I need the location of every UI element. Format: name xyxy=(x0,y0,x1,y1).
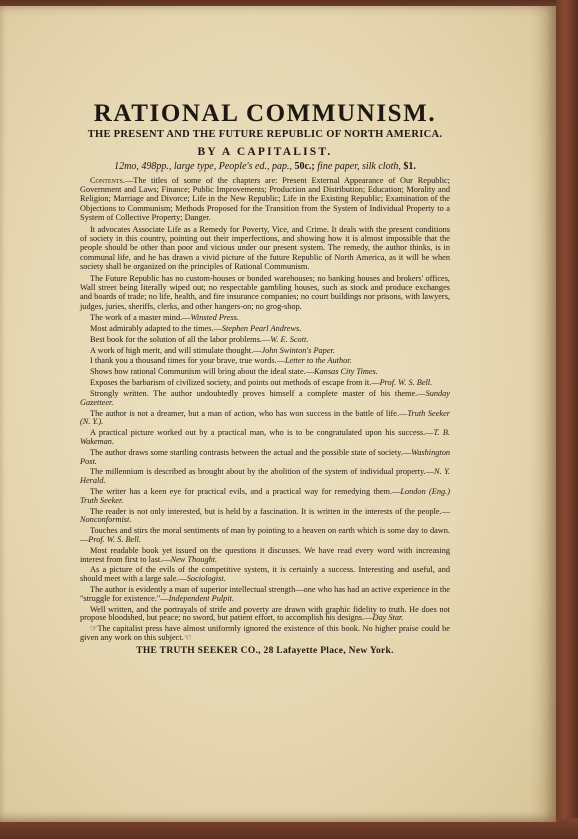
quote-source: Washington Post. xyxy=(80,447,450,466)
quote-source: W. E. Scott. xyxy=(270,334,309,344)
price-line xyxy=(80,161,450,173)
advertisement xyxy=(80,100,450,657)
press-quote xyxy=(80,508,450,525)
future-republic-paragraph: The Future Republic has no custom-houses or bonded warehouses; no banking houses and brokers' offices, Wall street being literally wiped out; no respectable gambling houses, such as stock and produce exchanges and boards of trade; no life, health, and fire insurance companies; no court buildings nor prisons, with lawyers, judges, juries, sheriffs, clerks, and other hangers-on; no grog-shop. xyxy=(80,274,450,311)
quote-source: Day Star. xyxy=(372,613,404,623)
quote-source: Nonconformist. xyxy=(80,515,132,525)
press-quote xyxy=(80,347,450,356)
quote-text: A work of high merit, and will stimulate thought.— xyxy=(90,345,262,355)
quote-text: Most admirably adapted to the times.— xyxy=(90,323,222,333)
quote-text: Most readable book yet issued on the questions it discusses. We have read every word with increasing interest from first to last.— xyxy=(80,545,450,564)
press-quote xyxy=(80,390,450,407)
format-text: 12mo, 498pp., large type, People's ed., pap., xyxy=(114,161,292,172)
contents-label: Contents. xyxy=(90,176,125,185)
quote-text: Well written, and the portrayals of strife and poverty are drawn with graphic fidelity to truth. He does not propose bloodshed, but peace; no sword, but patient effort, to accomplish his designs.— xyxy=(80,604,450,623)
quote-text: Strongly written. The author undoubtedly proves himself a complete master of his theme.— xyxy=(90,389,426,399)
quote-source: Sociologist. xyxy=(186,574,226,584)
press-quote xyxy=(80,586,450,603)
price-paper: 50c.; xyxy=(294,161,315,172)
quote-source: Independent Pulpit. xyxy=(168,593,235,603)
press-quote xyxy=(80,368,450,377)
press-quote xyxy=(80,547,450,564)
quote-source: New Thought. xyxy=(170,554,218,564)
press-quote xyxy=(80,336,450,345)
price-cloth: $1. xyxy=(403,161,416,172)
press-quotes xyxy=(80,314,450,643)
press-quote xyxy=(80,379,450,388)
press-quote xyxy=(80,468,450,485)
quote-text: Shows how rational Communism will bring about the ideal state.— xyxy=(90,367,314,377)
quote-text: Exposes the barbarism of civilized society, and points out methods of escape from it.— xyxy=(90,378,380,388)
quote-text: I thank you a thousand times for your brave, true words.— xyxy=(90,356,285,366)
quote-source: T. B. Wakeman. xyxy=(80,428,450,446)
quote-text: The work of a master mind.— xyxy=(90,312,191,322)
press-quote xyxy=(80,488,450,505)
quote-source: London (Eng.) Truth Seeker. xyxy=(80,487,451,505)
quote-source: Prof. W. S. Bell. xyxy=(379,378,433,388)
quote-source: Prof. W. S. Bell. xyxy=(88,534,141,544)
book-board-edge xyxy=(556,0,578,839)
format-fine-text: fine paper, silk cloth, xyxy=(317,161,401,172)
quote-text: The author draws some startling contrasts between the actual and the possible state of society.— xyxy=(90,447,412,457)
book-byline: BY A CAPITALIST. xyxy=(197,146,333,158)
press-quote xyxy=(80,357,450,366)
contents-text: —The titles of some of the chapters are: Present External Appearance of Our Republic; Government and Laws; Finance; Public Improvements; Production and Distribution; Education; Morality and Religion; Marriage and Divorce; Life in the New Republic; Life in the Existing Republic; Examination of the Objections to Communism; Methods Proposed for the Transition from the System of Individual Property to a System of Collective Property; Danger. xyxy=(80,176,450,222)
quote-text: The reader is not only interested, but is held by a fascination. It is written in the interests of the people.— xyxy=(90,506,450,516)
quote-source: Winsted Press. xyxy=(190,312,240,322)
quote-text: The writer has a keen eye for practical evils, and a practical way for remedying them.— xyxy=(90,487,401,497)
quote-source: Truth Seeker (N. Y.). xyxy=(80,408,450,427)
publisher-footer: THE TRUTH SEEKER CO., 28 Lafayette Place, New York. xyxy=(136,645,394,656)
press-quote xyxy=(80,429,450,446)
book-title: RATIONAL COMMUNISM. xyxy=(93,100,437,127)
press-quote xyxy=(80,449,450,466)
contents-paragraph xyxy=(80,176,450,222)
quote-text: Best book for the solution of all the labor problems.— xyxy=(90,334,271,344)
quote-text: The millennium is described as brought about by the abolition of the system of individual property.— xyxy=(90,467,434,477)
press-quote xyxy=(80,325,450,334)
press-quote xyxy=(80,527,450,544)
quote-source: John Swinton's Paper. xyxy=(261,345,335,355)
quote-source: Stephen Pearl Andrews. xyxy=(221,323,302,333)
quote-text: Touches and stirs the moral sentiments of man by pointing to a heaven on earth which is some day to dawn.— xyxy=(80,526,450,544)
press-quote xyxy=(80,314,450,323)
closing-note: ☞The capitalist press have almost uniformly ignored the existence of this book. No higher praise could be given any work on this subject.☜ xyxy=(80,624,450,642)
quote-text: As a picture of the evils of the competitive system, it is certainly a success. Interesting and useful, and should meet with a large sale.— xyxy=(80,565,450,584)
press-quote xyxy=(80,410,450,427)
description-paragraph: It advocates Associate Life as a Remedy for Poverty, Vice, and Crime. It deals with the present conditions of society in this country, pointing out their imperfections, and showing how it is almost impossible that the people should be other than poor and vicious under our present system. The remedy, the author thinks, is in communal life, and he has drawn a vivid picture of the future Republic of North America, as it will be when society shall be organized on the principles of Rational Communism. xyxy=(80,225,450,271)
quote-text: The author is evidently a man of superior intellectual strength—one who has had an active experience in the "struggle for existence."— xyxy=(80,585,450,603)
press-quote xyxy=(80,566,450,583)
quote-source: Kansas City Times. xyxy=(314,367,378,377)
page-gutter-shadow xyxy=(530,6,556,822)
quote-text: A practical picture worked out by a practical man, who is to be congratulated upon his success.— xyxy=(90,428,434,438)
book-subtitle: THE PRESENT AND THE FUTURE REPUBLIC OF NORTH AMERICA. xyxy=(87,129,443,140)
quote-source: Sunday Gazetteer. xyxy=(80,389,450,407)
quote-source: Letter to the Author. xyxy=(284,356,352,366)
quote-source: N. Y. Herald. xyxy=(80,467,450,486)
quote-text: The author is not a dreamer, but a man of action, who has won success in the battle of life.— xyxy=(90,408,408,418)
press-quote xyxy=(80,606,450,623)
